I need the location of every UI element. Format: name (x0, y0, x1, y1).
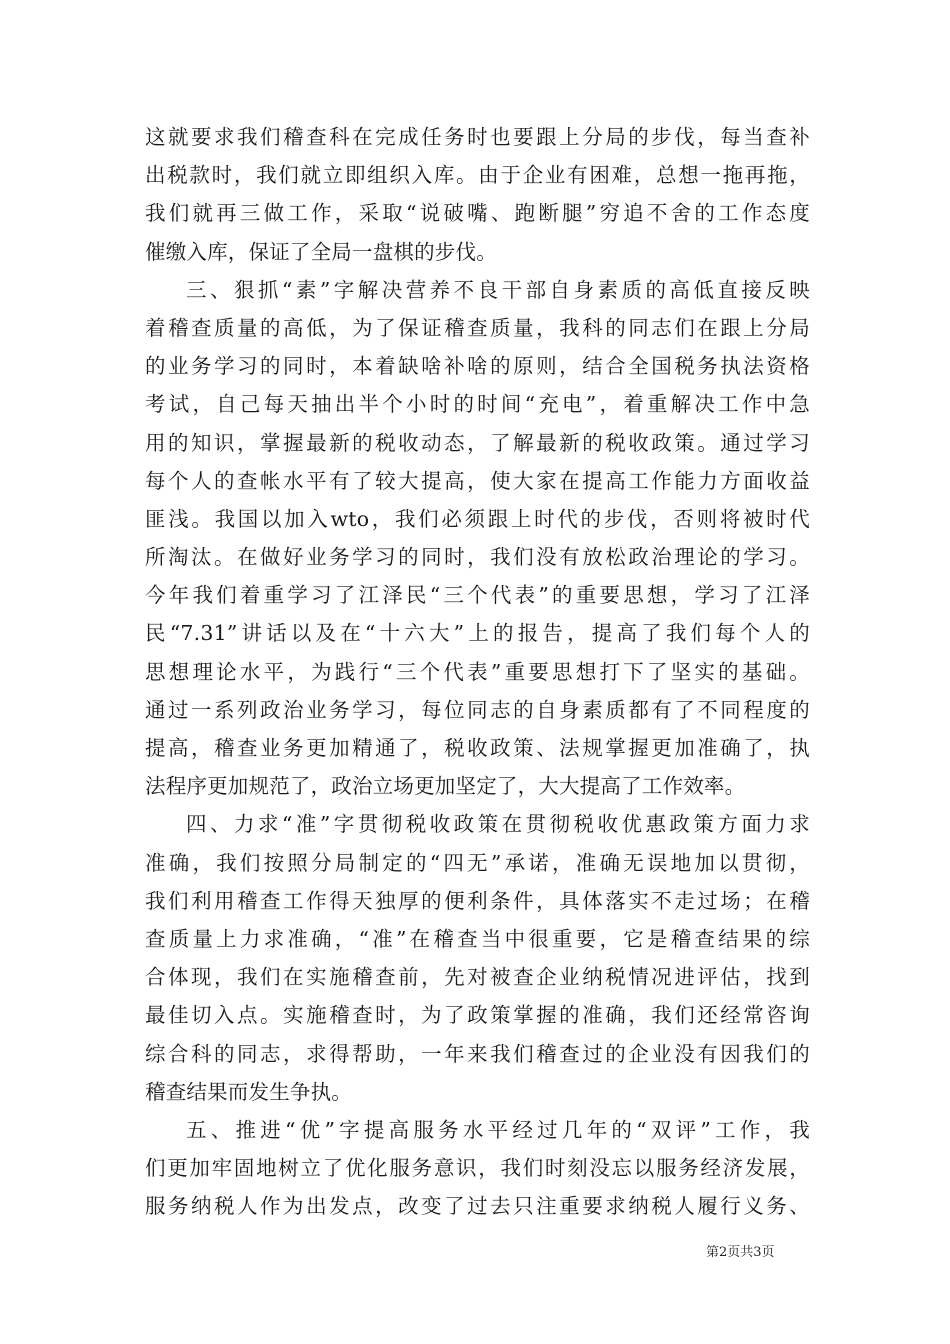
text-line: 我们就再三做工作，采取“说破嘴、跑断腿”穷追不舍的工作态度 (145, 201, 810, 226)
text-line: 四、力求“准”字贯彻税收政策在贯彻税收优惠政策方面力求 (186, 812, 810, 837)
text-line: 通过一系列政治业务学习，每位同志的自身素质都有了不同程度的 (145, 697, 810, 722)
text-line: 稽查结果而发生争执。 (145, 1079, 352, 1104)
text-line: 我们利用稽查工作得天独厚的便利条件，具体落实不走过场；在稽 (145, 888, 810, 913)
text-line: 提高，稽查业务更加精通了，税收政策、法规掌握更加准确了，执 (145, 736, 810, 760)
page-footer: 第2页共3页 (706, 1245, 775, 1260)
text-line: 综合科的同志，求得帮助，一年来我们稽查过的企业没有因我们的 (145, 1041, 810, 1066)
text-line: 三、狠抓“素”字解决营养不良干部自身素质的高低直接反映 (186, 277, 810, 302)
text-line: 合体现，我们在实施稽查前，先对被查企业纳税情况进评估，找到 (145, 965, 810, 990)
text-line: 们更加牢固地树立了优化服务意识，我们时刻没忘以服务经济发展， (145, 1156, 810, 1181)
text-line: 这就要求我们稽查科在完成任务时也要跟上分局的步伐，每当查补 (145, 125, 810, 149)
text-line: 每个人的查帐水平有了较大提高，使大家在提高工作能力方面收益 (145, 468, 810, 493)
text-line: 法程序更加规范了，政治立场更加坚定了，大大提高了工作效率。 (145, 774, 746, 799)
text-line: 考试，自己每天抽出半个小时的时间“充电”，着重解决工作中急 (145, 392, 810, 417)
text-line: 思想理论水平，为践行“三个代表”重要思想打下了坚实的基础。 (145, 659, 810, 684)
text-line: 用的知识，掌握最新的税收动态，了解最新的税收政策。通过学习 (145, 430, 810, 455)
text-line: 最佳切入点。实施稽查时，为了政策掌握的准确，我们还经常咨询 (145, 1003, 810, 1028)
text-line: 的业务学习的同时，本着缺啥补啥的原则，结合全国税务执法资格 (145, 354, 810, 379)
text-line: 着稽查质量的高低，为了保证稽查质量，我科的同志们在跟上分局 (145, 315, 810, 340)
text-line: 催缴入库，保证了全局一盘棋的步伐。 (145, 239, 497, 264)
text-line: 查质量上力求准确，“准”在稽查当中很重要，它是稽查结果的综 (145, 926, 810, 951)
text-line: 匪浅。我国以加入wto，我们必须跟上时代的步伐，否则将被时代 (145, 506, 810, 531)
text-line: 出税款时，我们就立即组织入库。由于企业有困难，总想一拖再拖， (145, 163, 810, 188)
body-text (145, 118, 810, 1225)
text-line: 今年我们着重学习了江泽民“三个代表”的重要思想，学习了江泽 (145, 583, 810, 608)
text-line: 民“7.31”讲话以及在“十六大”上的报告，提高了我们每个人的 (145, 621, 810, 646)
text-line: 所淘汰。在做好业务学习的同时，我们没有放松政治理论的学习。 (145, 545, 810, 570)
text-line: 服务纳税人作为出发点，改变了过去只注重要求纳税人履行义务、 (145, 1194, 810, 1219)
text-line: 五、推进“优”字提高服务水平经过几年的“双评”工作，我 (186, 1117, 810, 1142)
text-line: 准确，我们按照分局制定的“四无”承诺，准确无误地加以贯彻， (145, 850, 810, 875)
